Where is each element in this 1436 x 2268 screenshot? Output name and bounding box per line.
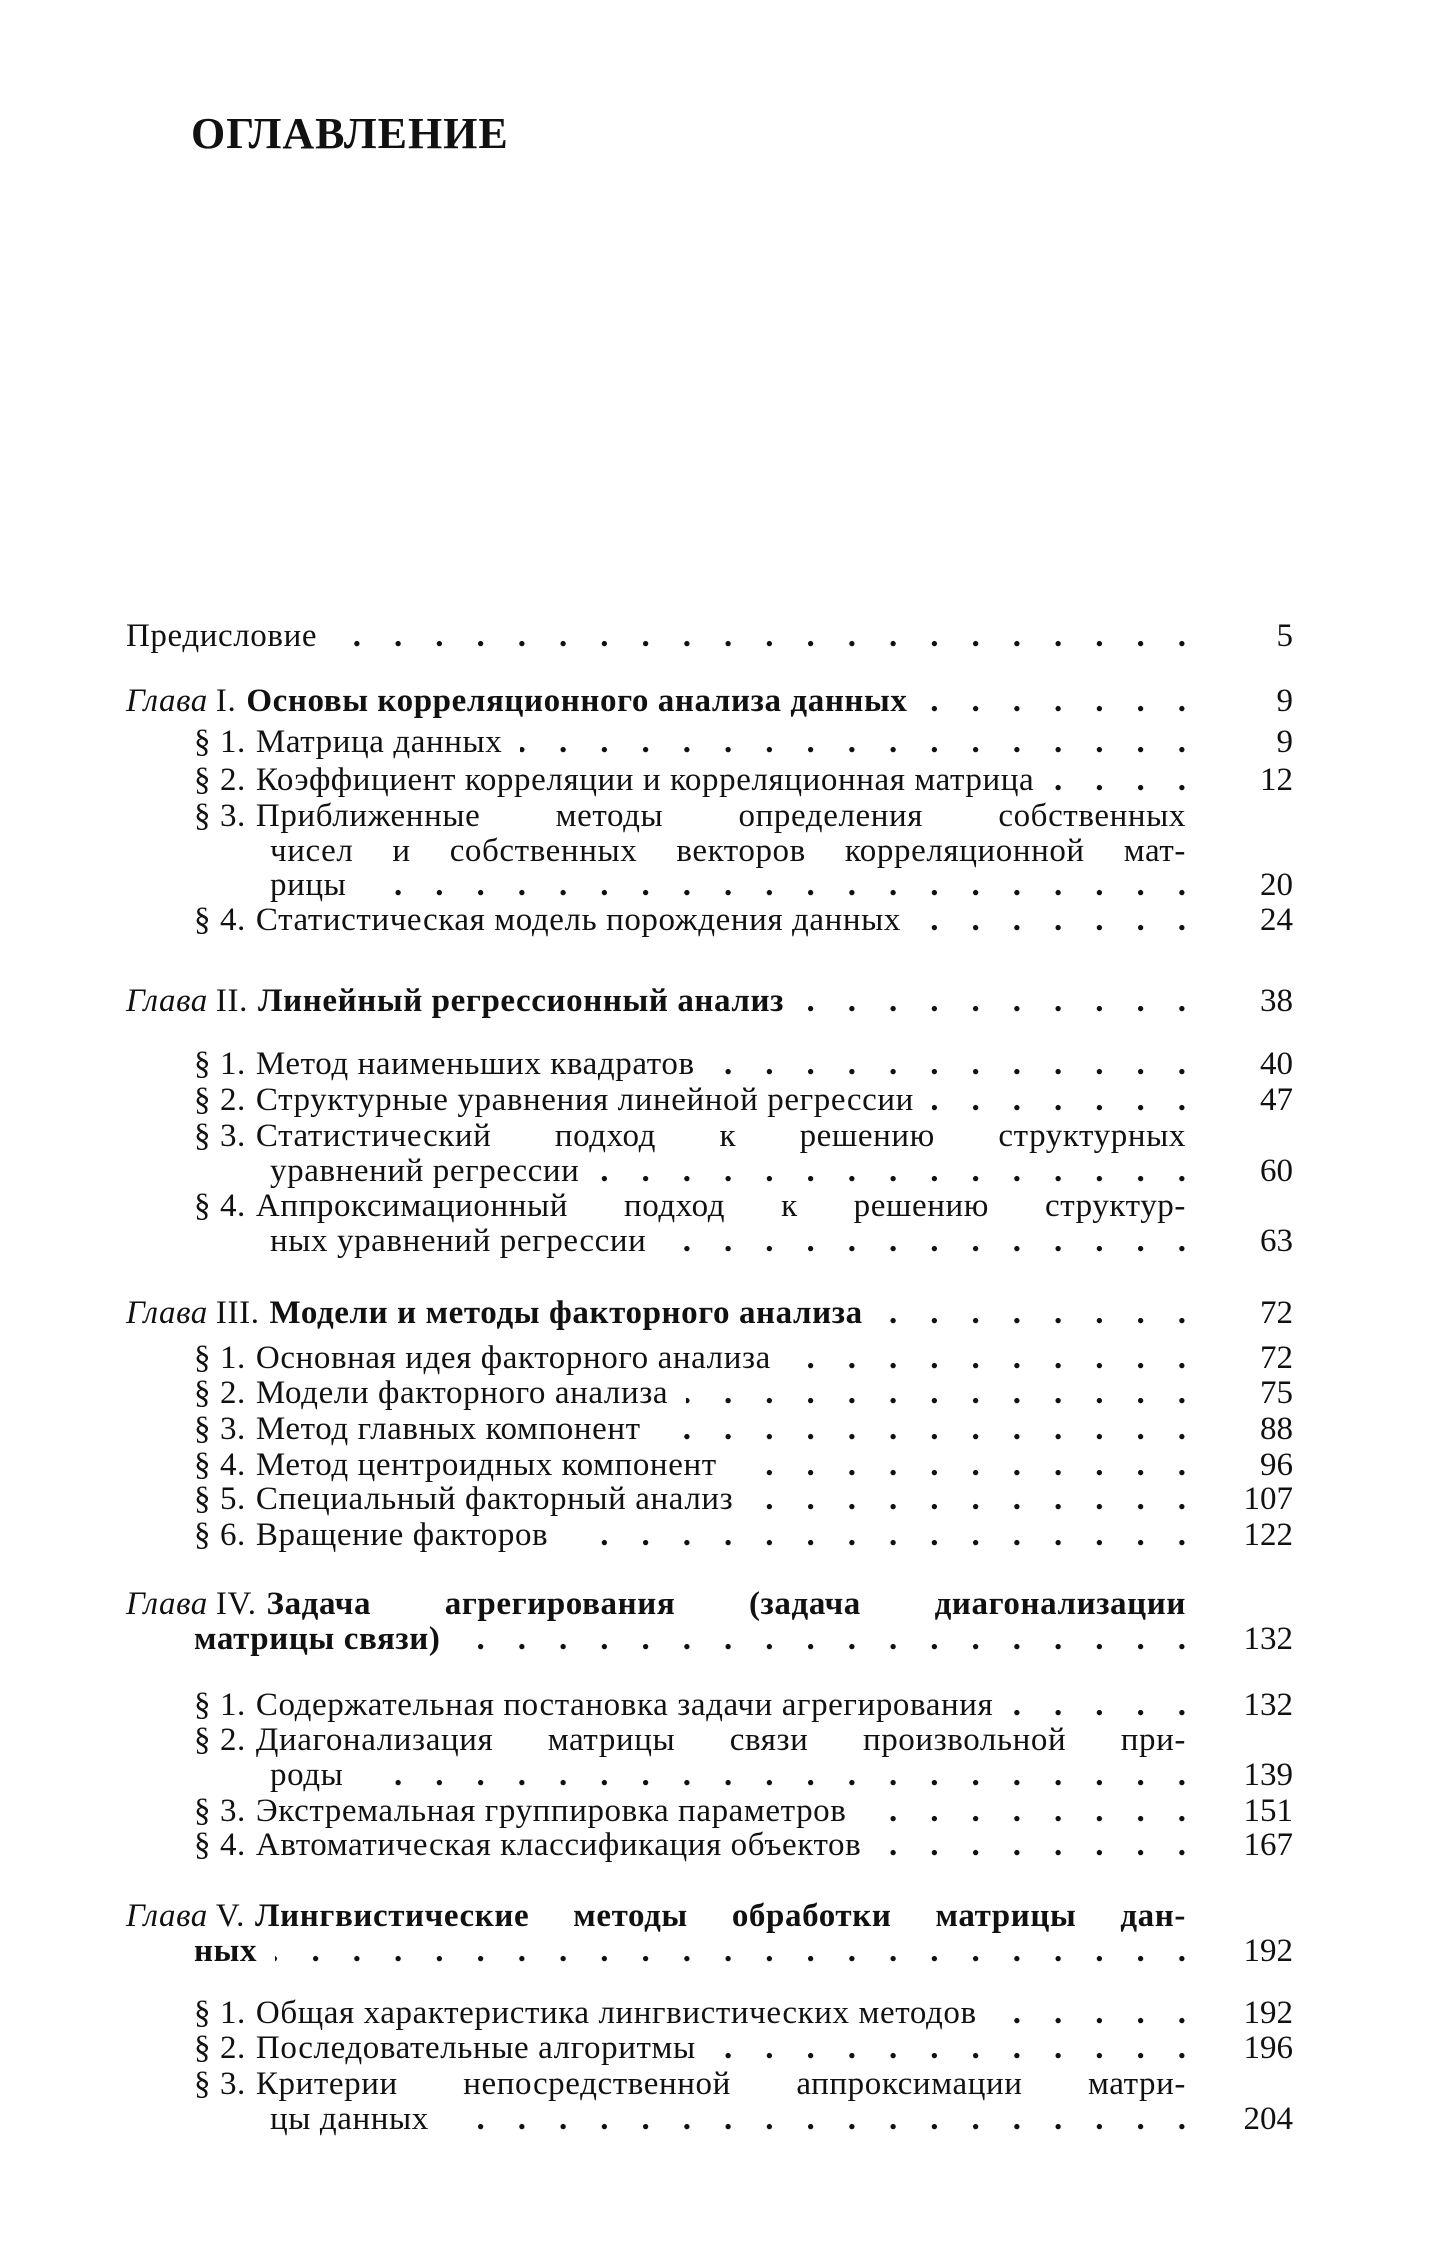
section-number: § 2.	[194, 1722, 246, 1758]
dot-leader	[364, 867, 1186, 903]
dot-leader	[447, 2101, 1186, 2137]
section-entry-line[interactable]	[194, 902, 1186, 938]
page-number[interactable]: 151	[1243, 1793, 1293, 1829]
page-number[interactable]: 96	[1260, 1447, 1293, 1483]
entry-title: Предисловие	[126, 618, 318, 654]
chapter-number: V.	[215, 1898, 245, 1934]
section-entry-line[interactable]	[194, 724, 1186, 760]
page-number[interactable]: 12	[1260, 762, 1293, 798]
dot-leader	[751, 1481, 1186, 1517]
section-entry-line[interactable]	[270, 833, 1186, 869]
dot-leader	[597, 1153, 1186, 1189]
entry-title: уравнений регрессии	[270, 1152, 580, 1189]
section-number: § 6.	[194, 1517, 246, 1553]
entry-title: матрицы связи)	[194, 1620, 441, 1657]
page-number[interactable]: 192	[1243, 1995, 1293, 2031]
dot-leader	[1052, 762, 1186, 798]
entry-title: Диагонализация матрицы связи произвольной при-	[255, 1722, 1186, 1758]
entry-title: Модели факторного анализа	[255, 1375, 669, 1411]
dot-leader	[713, 1046, 1186, 1082]
section-number: § 4.	[194, 1447, 246, 1483]
dot-leader	[520, 724, 1186, 760]
section-entry-line[interactable]	[270, 867, 1186, 903]
chapter-number: II.	[215, 983, 248, 1019]
chapter-entry-line[interactable]	[126, 683, 1186, 719]
section-number: § 2.	[194, 2030, 246, 2066]
page-number[interactable]: 192	[1243, 1932, 1293, 1969]
chapter-label: Глава	[126, 1295, 208, 1331]
entry-title: ных уравнений регрессии	[270, 1222, 647, 1259]
section-entry-line[interactable]	[194, 2066, 1186, 2102]
section-entry-line[interactable]	[194, 1517, 1186, 1553]
entry-title: Автоматическая классификация объектов	[255, 1827, 862, 1863]
dot-leader	[275, 1933, 1186, 1969]
chapter-label: Глава	[126, 683, 208, 719]
entry-title: Метод главных компонент	[255, 1411, 641, 1447]
dot-leader	[659, 1411, 1186, 1447]
page-number[interactable]: 9	[1276, 683, 1293, 719]
section-number: § 2.	[194, 1082, 246, 1118]
section-entry-line[interactable]	[194, 1793, 1186, 1829]
section-number: § 1.	[194, 1687, 246, 1723]
section-number: § 5.	[194, 1481, 246, 1517]
entry-title: цы данных	[270, 2100, 429, 2137]
dot-leader	[566, 1517, 1186, 1553]
entry-title: Основы корреляционного анализа данных	[246, 683, 908, 719]
section-entry-line[interactable]	[194, 1827, 1186, 1863]
page-number[interactable]: 60	[1260, 1152, 1293, 1189]
page-number[interactable]: 88	[1260, 1411, 1293, 1447]
entry-title: Вращение факторов	[255, 1517, 549, 1553]
chapter-number: IV.	[215, 1586, 257, 1622]
chapter-number: I.	[215, 683, 237, 719]
page-number[interactable]: 24	[1260, 902, 1293, 938]
section-entry-line[interactable]	[194, 1481, 1186, 1517]
page-number[interactable]: 196	[1243, 2030, 1293, 2066]
dot-leader	[926, 683, 1186, 719]
chapter-number: III.	[215, 1295, 260, 1331]
page-number[interactable]: 9	[1276, 724, 1293, 760]
entry-title: Линейный регрессионный анализ	[257, 983, 785, 1019]
section-entry-line[interactable]	[194, 2030, 1186, 2066]
dot-leader	[735, 1447, 1186, 1483]
entry-title: Коэффициент корреляции и корреляционная матрица	[255, 762, 1035, 798]
entry-title: Специальный факторный анализ	[255, 1481, 734, 1517]
dot-leader	[881, 1295, 1186, 1331]
page-number[interactable]: 132	[1243, 1687, 1293, 1723]
dot-leader	[335, 618, 1186, 654]
dot-leader	[789, 1340, 1186, 1376]
dot-leader	[879, 1827, 1186, 1863]
entry-title: чисел и собственных векторов корреляционной мат-	[270, 832, 1186, 869]
entry-title: Задача агрегирования (задача диагонализации	[266, 1586, 1186, 1622]
section-entry-line[interactable]	[270, 1153, 1186, 1189]
entry-title: Общая характеристика лингвистических методов	[255, 1995, 977, 2031]
section-number: § 1.	[194, 724, 246, 760]
dot-leader	[995, 1995, 1186, 2031]
section-entry-line[interactable]	[194, 1046, 1186, 1082]
entry-title: Статистическая модель порождения данных	[255, 902, 902, 938]
entry-title: роды	[270, 1756, 344, 1793]
entry-title: Матрица данных	[255, 724, 503, 760]
entry-title: Основная идея факторного анализа	[255, 1340, 771, 1376]
entry-title: Последовательные алгоритмы	[255, 2030, 696, 2066]
toc-title: ОГЛАВЛЕНИЕ	[191, 109, 509, 158]
page-number[interactable]: 47	[1260, 1082, 1293, 1118]
chapter-entry-line[interactable]	[126, 983, 1186, 1019]
chapter-entry-line[interactable]	[126, 1295, 1186, 1331]
section-number: § 1.	[194, 1046, 246, 1082]
page-number[interactable]: 75	[1260, 1375, 1293, 1411]
dot-leader	[458, 1621, 1186, 1657]
page-number[interactable]: 40	[1260, 1046, 1293, 1082]
entry-title: Содержательная постановка задачи агрегирования	[255, 1687, 994, 1723]
entry-title: рицы	[270, 867, 347, 903]
section-entry-line[interactable]	[270, 2101, 1186, 2137]
section-number: § 2.	[194, 762, 246, 798]
dot-leader	[932, 1082, 1186, 1118]
section-number: § 3.	[194, 1118, 246, 1154]
page-number[interactable]: 63	[1260, 1222, 1293, 1259]
page-number[interactable]: 122	[1243, 1517, 1293, 1553]
page-number[interactable]: 20	[1260, 867, 1293, 903]
section-number: § 3.	[194, 1793, 246, 1829]
section-entry-line[interactable]	[194, 1447, 1186, 1483]
section-entry-line[interactable]	[194, 1411, 1186, 1447]
page-number[interactable]: 38	[1260, 983, 1293, 1019]
entry-title: Статистический подход к решению структурных	[255, 1118, 1186, 1154]
entry-title: Приближенные методы определения собственных	[255, 798, 1186, 834]
chapter-entry-line[interactable]	[194, 1621, 1186, 1657]
page-number[interactable]: 167	[1243, 1827, 1293, 1863]
page-number[interactable]: 132	[1243, 1620, 1293, 1657]
section-entry-line[interactable]	[194, 1118, 1186, 1154]
entry-title: Метод наименьших квадратов	[255, 1046, 695, 1082]
chapter-label: Глава	[126, 983, 208, 1019]
entry-title: Критерии непосредственной аппроксимации матри-	[255, 2066, 1186, 2102]
chapter-entry-line[interactable]	[126, 1586, 1186, 1622]
entry-title: ных	[194, 1932, 258, 1969]
section-entry-line[interactable]	[194, 1188, 1186, 1224]
dot-leader	[802, 983, 1186, 1019]
chapter-label: Глава	[126, 1586, 208, 1622]
dot-leader	[1011, 1687, 1186, 1723]
section-entry-line[interactable]	[194, 1995, 1186, 2031]
plain-entry-line[interactable]	[126, 618, 1186, 654]
section-number: § 4.	[194, 902, 246, 938]
section-entry-line[interactable]	[194, 1340, 1186, 1376]
page-number[interactable]: 107	[1243, 1481, 1293, 1517]
page-number[interactable]: 204	[1243, 2100, 1293, 2137]
section-entry-line[interactable]	[194, 1082, 1186, 1118]
page-number[interactable]: 5	[1276, 618, 1293, 654]
page-number[interactable]: 72	[1260, 1340, 1293, 1376]
entry-title: Экстремальная группировка параметров	[255, 1793, 847, 1829]
section-entry-line[interactable]	[194, 1722, 1186, 1758]
section-number: § 1.	[194, 1995, 246, 2031]
section-number: § 3.	[194, 798, 246, 834]
dot-leader	[664, 1223, 1186, 1259]
section-entry-line[interactable]	[194, 1375, 1186, 1411]
section-number: § 2.	[194, 1375, 246, 1411]
page-number[interactable]: 139	[1243, 1756, 1293, 1793]
section-number: § 1.	[194, 1340, 246, 1376]
dot-leader	[919, 902, 1186, 938]
section-entry-line[interactable]	[194, 798, 1186, 834]
entry-title: Аппроксимационный подход к решению структур-	[255, 1188, 1186, 1224]
entry-title: Модели и методы факторного анализа	[269, 1295, 863, 1331]
dot-leader	[714, 2030, 1186, 2066]
entry-title: Структурные уравнения линейной регрессии	[255, 1082, 914, 1118]
section-entry-line[interactable]	[194, 762, 1186, 798]
dot-leader	[864, 1793, 1186, 1829]
section-entry-line[interactable]	[270, 1223, 1186, 1259]
section-entry-line[interactable]	[270, 1757, 1186, 1793]
section-entry-line[interactable]	[194, 1687, 1186, 1723]
section-number: § 3.	[194, 1411, 246, 1447]
entry-title: Лингвистические методы обработки матрицы дан-	[254, 1898, 1186, 1934]
section-number: § 3.	[194, 2066, 246, 2102]
section-number: § 4.	[194, 1188, 246, 1224]
entry-title: Метод центроидных компонент	[255, 1447, 717, 1483]
page-number[interactable]: 72	[1260, 1295, 1293, 1331]
chapter-label: Глава	[126, 1898, 208, 1934]
chapter-entry-line[interactable]	[194, 1933, 1186, 1969]
chapter-entry-line[interactable]	[126, 1898, 1186, 1934]
dot-leader	[686, 1375, 1186, 1411]
section-number: § 4.	[194, 1827, 246, 1863]
dot-leader	[361, 1757, 1186, 1793]
